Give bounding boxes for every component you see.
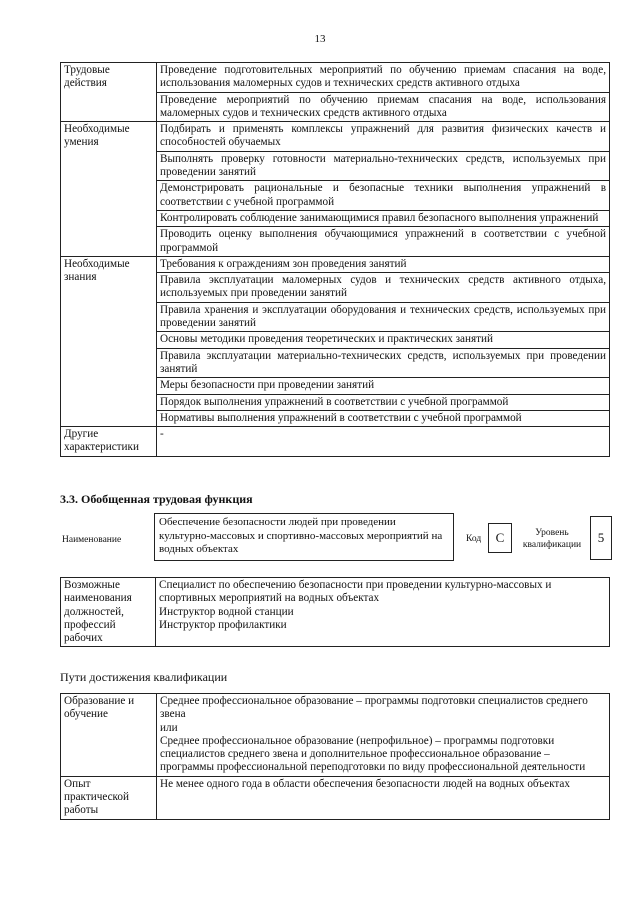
positions-table	[60, 577, 610, 647]
other-characteristics-value: -	[157, 427, 610, 457]
education-line: Среднее профессиональное образование (непрофильное) – программы подготовки специалистов среднего звена и дополнительное профессиональное образование – программы профессиональной переподготовки по виду профессиональной деятельности	[160, 734, 586, 774]
code-label: Код	[466, 534, 482, 544]
knowledge-item: Порядок выполнения упражнений в соответствии с учебной программой	[157, 394, 610, 410]
generalized-function-header	[60, 513, 610, 565]
skill-item: Выполнять проверку готовности материально-технических средств, используемых при проведении занятий	[157, 151, 610, 181]
qualification-paths-table	[60, 693, 610, 820]
education-label: Образование и обучение	[61, 694, 157, 777]
skills-label: Необходимые умения	[61, 122, 157, 257]
knowledge-item: Требования к ограждениям зон проведения занятий	[157, 256, 610, 272]
paths-title: Пути достижения квалификации	[60, 670, 228, 684]
name-label: Наименование	[62, 535, 122, 545]
name-value: Обеспечение безопасности людей при проведении культурно-массовых и спортивно-массовых мероприятий на водных объектах	[154, 513, 454, 561]
experience-label: Опыт практической работы	[61, 776, 157, 819]
table-row	[61, 427, 610, 457]
skill-item: Подбирать и применять комплексы упражнений для развития физических качеств и способностей обучаемых	[157, 122, 610, 152]
section-title: 3.3. Обобщенная трудовая функция	[60, 492, 253, 506]
table-row	[61, 63, 610, 93]
table-row	[61, 122, 610, 152]
experience-value: Не менее одного года в области обеспечения безопасности людей на водных объектах	[157, 776, 610, 819]
table-row	[61, 256, 610, 272]
table-row	[61, 694, 610, 777]
labor-function-table	[60, 62, 610, 457]
knowledge-item: Меры безопасности при проведении занятий	[157, 378, 610, 394]
labor-action-item: Проведение подготовительных мероприятий по обучению приемам спасания на воде, использования маломерных судов и технических средств активного отдыха	[157, 63, 610, 93]
position-item: Специалист по обеспечению безопасности при проведении культурно-массовых и спортивных мероприятий на водных объектах	[159, 579, 552, 605]
code-value: C	[488, 523, 512, 553]
other-characteristics-label: Другие характеристики	[61, 427, 157, 457]
skill-item: Демонстрировать рациональные и безопасные техники выполнения упражнений в соответствии с учебной программой	[157, 181, 610, 211]
education-line: Среднее профессиональное образование – программы подготовки специалистов среднего звена	[160, 695, 588, 721]
skill-item: Проводить оценку выполнения обучающимися упражнений в соответствии с учебной программой	[157, 227, 610, 257]
position-item: Инструктор водной станции	[159, 605, 294, 618]
labor-action-item: Проведение мероприятий по обучению приемам спасания на воде, использования маломерных судов и технических средств активного отдыха	[157, 92, 610, 122]
positions-label: Возможные наименования должностей, профессий рабочих	[61, 578, 156, 647]
table-row	[61, 776, 610, 819]
knowledge-item: Нормативы выполнения упражнений в соответствии с учебной программой	[157, 410, 610, 426]
education-value	[157, 694, 610, 777]
knowledge-item: Основы методики проведения теоретических и практических занятий	[157, 332, 610, 348]
knowledge-label: Необходимые знания	[61, 256, 157, 426]
level-label: Уровень квалификации	[522, 528, 582, 550]
table-row	[61, 578, 610, 647]
education-line: или	[160, 721, 178, 734]
skill-item: Контролировать соблюдение занимающимися правил безопасного выполнения упражнений	[157, 210, 610, 226]
positions-list	[156, 578, 610, 647]
knowledge-item: Правила эксплуатации маломерных судов и технических средств активного отдыха, используемых при проведении занятий	[157, 273, 610, 303]
page-number: 13	[314, 33, 326, 45]
level-value: 5	[590, 516, 612, 560]
knowledge-item: Правила хранения и эксплуатации оборудования и технических средств, используемых при проведении занятий	[157, 302, 610, 332]
labor-actions-label: Трудовые действия	[61, 63, 157, 122]
knowledge-item: Правила эксплуатации материально-технических средств, используемых при проведении занятий	[157, 348, 610, 378]
position-item: Инструктор профилактики	[159, 618, 287, 631]
